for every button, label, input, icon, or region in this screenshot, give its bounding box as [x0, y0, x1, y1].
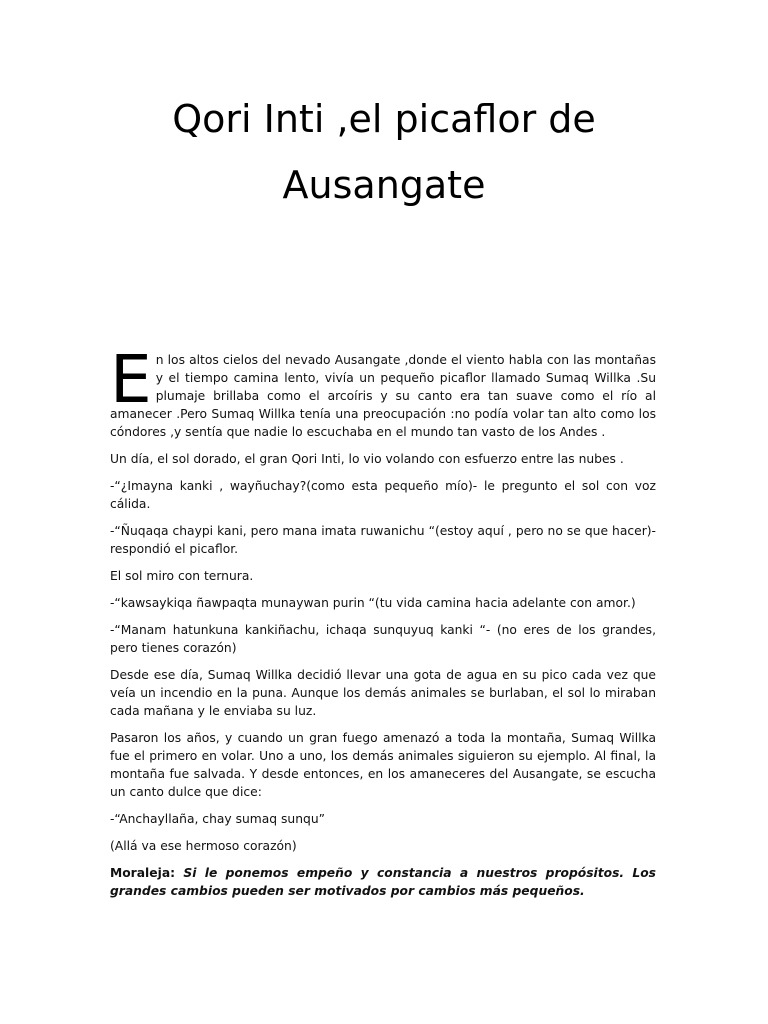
- paragraph-7: -“Manam hatunkuna kankiñachu, ichaqa sunquyuq kanki “- (no eres de los grandes, pero tienes corazón): [110, 623, 656, 655]
- paragraph-3: -“¿Imayna kanki , wayñuchay?(como esta pequeño mío)- le pregunto el sol con voz cálida.: [110, 479, 656, 511]
- story-title: [80, 86, 688, 218]
- title-line-2: Ausangate: [282, 163, 486, 207]
- paragraph-1-text: n los altos cielos del nevado Ausangate ,donde el viento habla con las montañas y el tiempo camina lento, vivía un pequeño picaflor llamado Sumaq Willka .Su plumaje brillaba como el arcoíris y su canto era tan suave como el río al amanecer .Pero Sumaq Willka tenía una preocupación :no podía volar tan alto como los cóndores ,y sentía que nadie lo escuchaba en el mundo tan vasto de los Andes .: [110, 353, 656, 439]
- moral-paragraph: [110, 864, 656, 900]
- moral-label: Moraleja: [110, 866, 171, 880]
- paragraph-1: [110, 341, 656, 441]
- paragraph-2: Un día, el sol dorado, el gran Qori Inti, lo vio volando con esfuerzo entre las nubes .: [110, 452, 624, 466]
- paragraph-5: El sol miro con ternura.: [110, 569, 254, 583]
- title-line-1: Qori Inti ,el picaflor de: [172, 97, 596, 141]
- moral-text: Si le ponemos empeño y constancia a nuestros propósitos. Los grandes cambios pueden ser motivados por cambios más pequeños.: [110, 866, 656, 898]
- paragraph-10: -“Anchayllaña, chay sumaq sunqu”: [110, 812, 325, 826]
- story-body: [110, 341, 656, 909]
- paragraph-11: (Allá va ese hermoso corazón): [110, 839, 297, 853]
- moral-separator: :: [170, 866, 184, 880]
- paragraph-8: Desde ese día, Sumaq Willka decidió llevar una gota de agua en su pico cada vez que veía un incendio en la puna. Aunque los demás animales se burlaban, el sol lo miraban cada mañana y le enviaba su luz.: [110, 668, 656, 718]
- paragraph-6: -“kawsaykiqa ñawpaqta munaywan purin “(tu vida camina hacia adelante con amor.): [110, 596, 636, 610]
- drop-cap-letter: E: [110, 341, 152, 418]
- paragraph-9: Pasaron los años, y cuando un gran fuego amenazó a toda la montaña, Sumaq Willka fue el primero en volar. Uno a uno, los demás animales siguieron su ejemplo. Al final, la montaña fue salvada. Y desde entonces, en los amaneceres del Ausangate, se escucha un canto dulce que dice:: [110, 731, 656, 799]
- paragraph-4: -“Ñuqaqa chaypi kani, pero mana imata ruwanichu “(estoy aquí , pero no se que hacer)- respondió el picaflor.: [110, 524, 656, 556]
